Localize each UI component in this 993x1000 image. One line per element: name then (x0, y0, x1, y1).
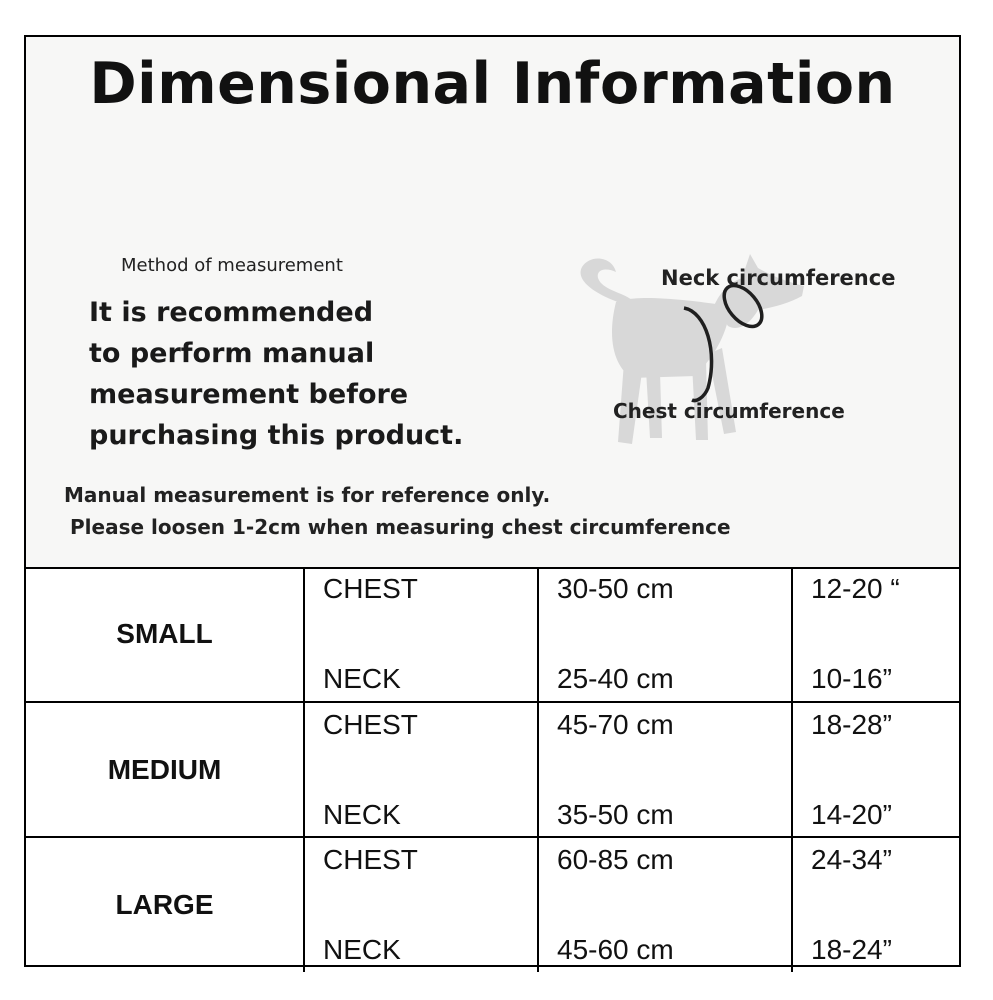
neck-cm: 45-60 cm (557, 934, 674, 965)
dog-tail (581, 258, 632, 304)
chest-part: CHEST (323, 573, 418, 604)
neck-inch: 10-16” (811, 663, 892, 694)
page-title: Dimensional Information (89, 51, 896, 117)
info-panel (26, 37, 959, 569)
chest-inch: 24-34” (811, 844, 892, 875)
part-cell (304, 837, 538, 972)
neck-inch: 18-24” (811, 934, 892, 965)
reference-note: Manual measurement is for reference only. (64, 483, 551, 507)
table-row (26, 837, 959, 972)
table-row (26, 567, 959, 702)
chest-circumference-label: Chest circumference (613, 399, 845, 423)
neck-circumference-label: Neck circumference (661, 266, 896, 290)
part-cell (304, 702, 538, 837)
chest-inch: 18-28” (811, 709, 892, 740)
neck-part: NECK (323, 663, 401, 694)
inch-cell (792, 702, 959, 837)
recommendation-line: It is recommended (89, 297, 374, 328)
loosen-note: Please loosen 1-2cm when measuring chest circumference (70, 515, 731, 539)
chest-part: CHEST (323, 709, 418, 740)
neck-part: NECK (323, 799, 401, 830)
size-name: MEDIUM (26, 702, 304, 837)
cm-cell (538, 567, 792, 702)
chest-part: CHEST (323, 844, 418, 875)
neck-part: NECK (323, 934, 401, 965)
chest-cm: 30-50 cm (557, 573, 674, 604)
part-cell (304, 567, 538, 702)
size-table (26, 567, 959, 972)
cm-cell (538, 702, 792, 837)
neck-cm: 25-40 cm (557, 663, 674, 694)
recommendation-line: purchasing this product. (89, 420, 464, 451)
method-label: Method of measurement (121, 255, 343, 276)
recommendation-text (89, 292, 463, 456)
neck-cm: 35-50 cm (557, 799, 674, 830)
inch-cell (792, 567, 959, 702)
chest-inch: 12-20 “ (811, 573, 900, 604)
inch-cell (792, 837, 959, 972)
size-name: LARGE (26, 837, 304, 972)
chest-cm: 60-85 cm (557, 844, 674, 875)
size-chart-frame (24, 35, 961, 967)
cm-cell (538, 837, 792, 972)
chest-cm: 45-70 cm (557, 709, 674, 740)
size-name: SMALL (26, 567, 304, 702)
recommendation-line: to perform manual (89, 338, 375, 369)
neck-inch: 14-20” (811, 799, 892, 830)
table-row (26, 702, 959, 837)
recommendation-line: measurement before (89, 379, 409, 410)
